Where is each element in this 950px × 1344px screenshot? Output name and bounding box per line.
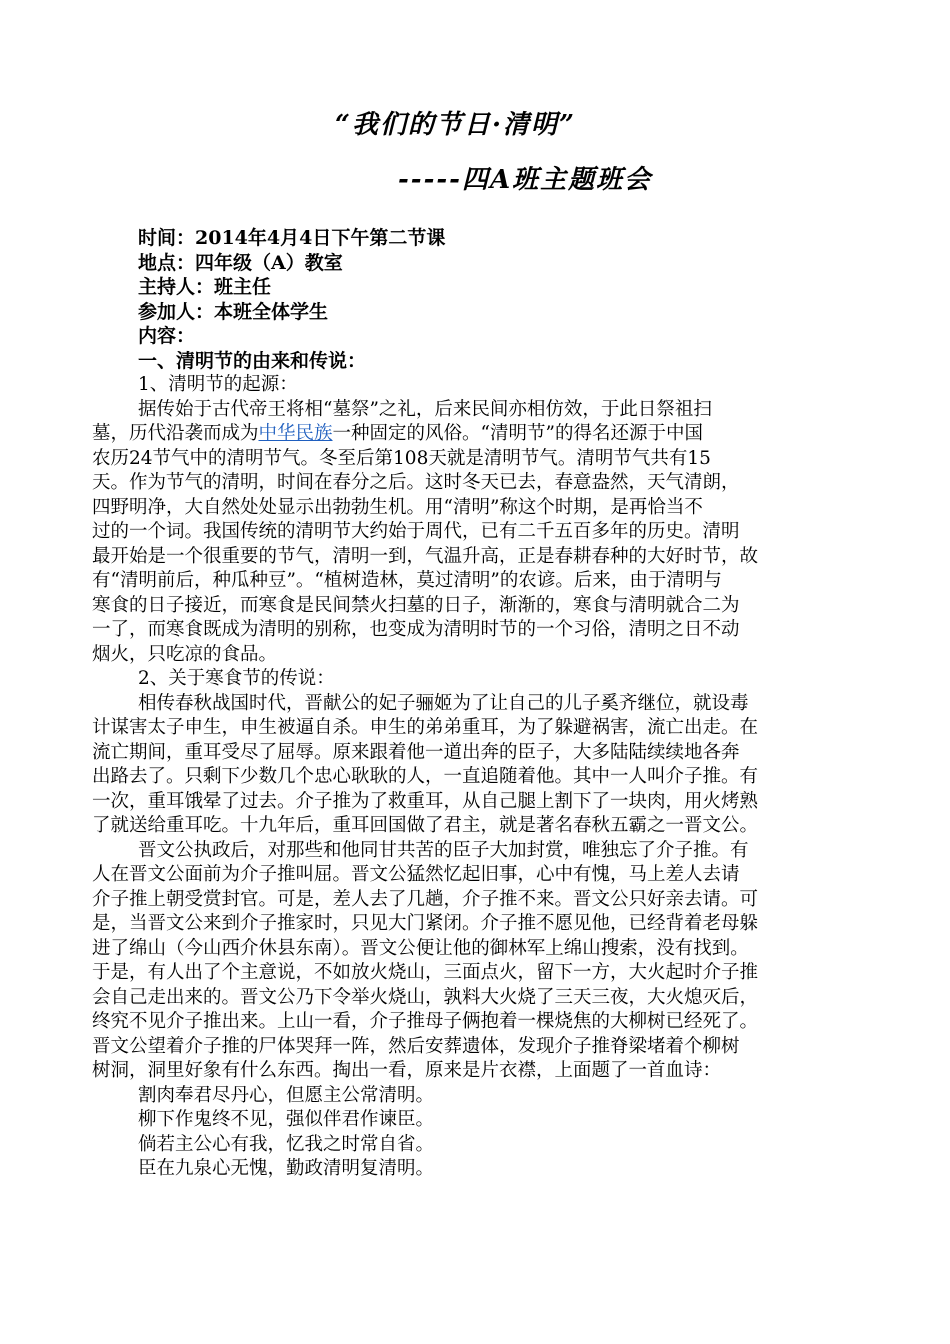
- legend-line: 计谋害太子申生，申生被逼自杀。申生的弟弟重耳，为了躲避祸害，流亡出走。在: [92, 717, 759, 738]
- legend-line: 了就送给重耳吃。十九年后，重耳回国做了君主，就是著名春秋五霸之一晋文公。: [92, 815, 759, 836]
- legend-line: 出路去了。只剩下少数几个忠心耿耿的人，一直追随着他。其中一人叫介子推。有: [92, 766, 759, 787]
- poem-line: 割肉奉君尽丹心，但愿主公常清明。: [138, 1084, 435, 1106]
- meeting-time: 时间：2014年4月4日下午第二节课: [138, 227, 446, 249]
- story-line: 树洞，洞里好象有什么东西。掏出一看，原来是片衣襟，上面题了一首血诗：: [92, 1060, 722, 1081]
- legend-line: 一次，重耳饿晕了过去。介子推为了救重耳，从自己腿上割下了一块肉，用火烤熟: [92, 790, 759, 812]
- document-subtitle: -----四A班主题班会: [398, 165, 653, 195]
- origin-line: [92, 422, 864, 447]
- origin-line: 据传始于古代帝王将相“墓祭”之礼，后来民间亦相仿效，于此日祭祖扫: [138, 398, 712, 420]
- story-line: 晋文公执政后，对那些和他同甘共苦的臣子大加封赏，唯独忘了介子推。有: [138, 839, 749, 861]
- body-text: [92, 373, 864, 1182]
- story-line: 是，当晋文公来到介子推家时，只见大门紧闭。介子推不愿见他，已经背着老母躲: [92, 913, 759, 934]
- section-heading-1: 一、清明节的由来和传说：: [138, 349, 367, 372]
- origin-line: 农历24节气中的清明节气。冬至后第108天就是清明节气。清明节气共有15: [92, 447, 711, 469]
- story-line: 于是，有人出了个主意说，不如放火烧山，三面点火，留下一方，大火起时介子推: [92, 962, 759, 983]
- story-line: 晋文公望着介子推的尸体哭拜一阵，然后安葬遗体，发现介子推脊梁堵着个柳树: [92, 1035, 740, 1057]
- meeting-participants: 参加人：本班全体学生: [138, 300, 329, 323]
- origin-line: 四野明净，大自然处处显示出勃勃生机。用“清明”称这个时期，是再恰当不: [92, 496, 703, 518]
- meeting-host: 主持人：班主任: [138, 276, 272, 298]
- story-line: 介子推上朝受赏封官。可是，差人去了几趟，介子推不来。晋文公只好亲去请。可: [92, 888, 759, 910]
- chinese-nation-link[interactable]: 中华民族: [258, 423, 333, 444]
- story-line: 人在晋文公面前为介子推叫屈。晋文公猛然忆起旧事，心中有愧，马上差人去请: [92, 864, 740, 885]
- content-label: 内容：: [138, 325, 196, 347]
- meeting-place: 地点：四年级（A）教室: [138, 251, 343, 274]
- origin-line: 天。作为节气的清明，时间在春分之后。这时冬天已去，春意盎然，天气清朗，: [92, 472, 740, 493]
- origin-line: 最开始是一个很重要的节气，清明一到，气温升高，正是春耕春种的大好时节，故: [92, 545, 759, 567]
- document-title: “我们的节日·清明”: [335, 110, 576, 140]
- legend-heading: 2、关于寒食节的传说：: [138, 668, 335, 689]
- origin-line: 烟火，只吃凉的食品。: [92, 643, 278, 665]
- origin-line-text: 墓，历代沿袭而成为: [92, 423, 259, 444]
- origin-line: 有“清明前后，种瓜种豆”。“植树造林，莫过清明”的农谚。后来，由于清明与: [92, 570, 722, 591]
- legend-line: 相传春秋战国时代，晋献公的妃子骊姬为了让自己的儿子奚齐继位，就设毒: [138, 692, 749, 714]
- story-line: 终究不见介子推出来。上山一看，介子推母子俩抱着一棵烧焦的大柳树已经死了。: [92, 1011, 759, 1032]
- poem-line: 臣在九泉心无愧，勤政清明复清明。: [138, 1158, 435, 1179]
- story-line: 进了绵山（今山西介休县东南）。晋文公便让他的御林军上绵山搜索，没有找到。: [92, 937, 749, 959]
- origin-line: 过的一个词。我国传统的清明节大约始于周代，已有二千五百多年的历史。清明: [92, 521, 740, 542]
- origin-line: 寒食的日子接近，而寒食是民间禁火扫墓的日子，渐渐的，寒食与清明就合二为: [92, 594, 740, 616]
- origin-heading: 1、清明节的起源：: [138, 374, 298, 395]
- poem-line: 倘若主公心有我，忆我之时常自省。: [138, 1133, 435, 1155]
- legend-line: 流亡期间，重耳受尽了屈辱。原来跟着他一道出奔的臣子，大多陆陆续续地各奔: [92, 741, 740, 763]
- story-line: 会自己走出来的。晋文公乃下令举火烧山，孰料大火烧了三天三夜，大火熄灭后，: [92, 986, 759, 1008]
- meeting-info: [138, 226, 858, 373]
- origin-line: 一了，而寒食既成为清明的别称，也变成为清明时节的一个习俗，清明之日不动: [92, 619, 740, 640]
- poem-line: 柳下作鬼终不见，强似伴君作谏臣。: [138, 1109, 435, 1130]
- origin-line-text: 一种固定的风俗。“清明节”的得名还源于中国: [332, 423, 703, 444]
